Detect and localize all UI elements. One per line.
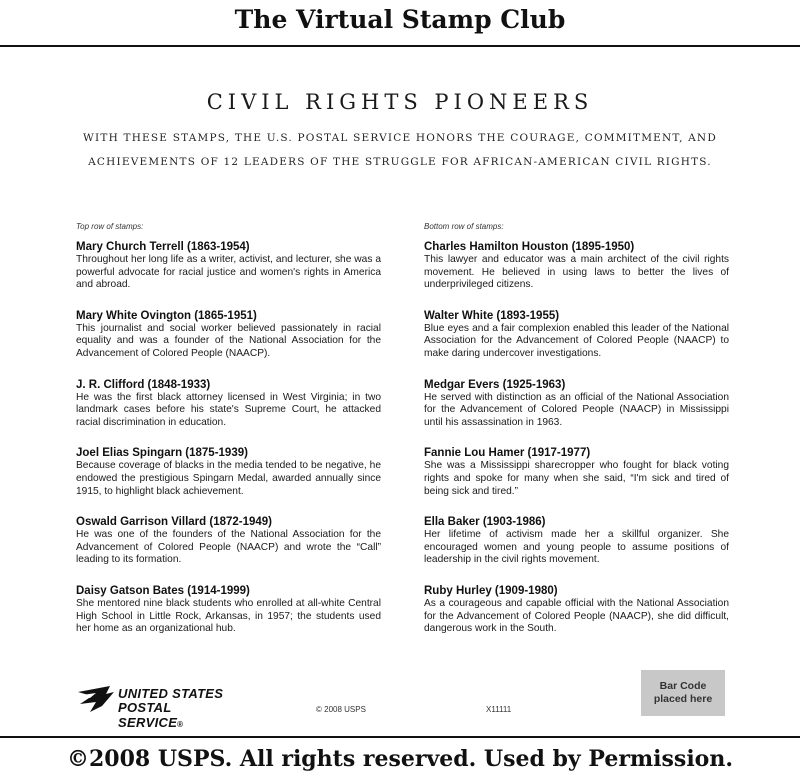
footer-divider xyxy=(0,736,800,738)
usps-name-line1: UNITED STATES xyxy=(118,686,224,701)
pioneer-description: He served with distinction as an official of the National Association for the Advancement of Colored People (NAACP) in Mississippi until his assassination in 1963. xyxy=(424,391,729,428)
eagle-icon xyxy=(76,684,114,714)
pioneer-name: Mary White Ovington (1865-1951) xyxy=(76,309,257,322)
right-column-label: Bottom row of stamps: xyxy=(424,222,504,231)
pioneer-entry xyxy=(424,447,729,498)
barcode-line-2: placed here xyxy=(653,693,713,705)
pioneer-entry xyxy=(76,516,381,567)
pioneer-description: She was a Mississippi sharecropper who fought for black voting rights and spoke for many when she said, “I'm sick and tired of being sick and tired.” xyxy=(424,460,729,497)
pioneer-entry xyxy=(424,585,729,636)
pioneer-entry xyxy=(424,241,729,292)
header-divider xyxy=(0,45,800,47)
pioneer-description: Because coverage of blacks in the media tended to be negative, he endowed the prestigious Spingarn Medal, awarded annually since 1915, to highlight black achievement. xyxy=(76,460,381,497)
pioneer-name: Charles Hamilton Houston (1895-1950) xyxy=(424,241,635,253)
pioneer-description: Throughout her long life as a writer, activist, and lecturer, she was a powerful advocate for racial justice and women's rights in America and abroad. xyxy=(76,254,381,291)
sheet-title: CIVIL RIGHTS PIONEERS xyxy=(206,90,594,114)
subtitle-line-1: WITH THESE STAMPS, THE U.S. POSTAL SERVICE HONORS THE COURAGE, COMMITMENT, AND xyxy=(83,132,717,144)
subtitle-line-2: ACHIEVEMENTS OF 12 LEADERS OF THE STRUGGLE FOR AFRICAN-AMERICAN CIVIL RIGHTS. xyxy=(88,156,712,168)
sheet-code: X11111 xyxy=(486,705,512,714)
usps-name-line2-text: POSTAL SERVICE xyxy=(118,700,178,730)
pioneer-description: She mentored nine black students who enrolled at all-white Central High School in Little Rock, Arkansas, in 1957; the students used her home as an organizational hub. xyxy=(76,597,381,635)
barcode-placeholder xyxy=(641,670,725,716)
pioneer-name: Ruby Hurley (1909-1980) xyxy=(424,584,558,597)
pioneer-entry xyxy=(76,585,381,636)
site-header-title: The Virtual Stamp Club xyxy=(234,5,566,34)
left-column-label: Top row of stamps: xyxy=(76,222,144,231)
pioneer-name: Daisy Gatson Bates (1914-1999) xyxy=(76,584,250,597)
sheet-copyright: © 2008 USPS xyxy=(316,705,366,714)
pioneer-description: This lawyer and educator was a main architect of the civil rights movement. He believed in using laws to better the lives of underprivileged citizens. xyxy=(424,254,729,291)
usps-name-line2 xyxy=(118,700,236,730)
permission-notice: ©2008 USPS. All rights reserved. Used by Permission. xyxy=(66,746,733,772)
barcode-line-1: Bar Code xyxy=(659,680,707,692)
pioneer-description: As a courageous and capable official with the National Association for the Advancement of Colored People (NAACP), she did difficult, dangerous work in the South. xyxy=(424,597,729,635)
usps-logo xyxy=(76,684,236,730)
sheet-subtitle xyxy=(0,126,800,174)
pioneer-name: J. R. Clifford (1848-1933) xyxy=(76,378,211,391)
pioneer-entry xyxy=(424,516,729,567)
pioneer-description: Blue eyes and a fair complexion enabled this leader of the National Association for the Advancement of Colored People (NAACP) to make daring undercover investigations. xyxy=(424,322,729,359)
pioneer-description: This journalist and social worker believed passionately in racial equality and was a founder of the National Association for the Advancement of Colored People (NAACP). xyxy=(76,322,381,359)
left-column xyxy=(76,222,381,654)
pioneer-entry xyxy=(424,310,729,361)
pioneer-entry xyxy=(76,241,381,292)
right-column xyxy=(424,222,729,654)
pioneer-name: Ella Baker (1903-1986) xyxy=(424,516,546,529)
pioneer-description: Her lifetime of activism made her a skillful organizer. She encouraged women and young people to assume positions of leadership in the civil rights movement. xyxy=(424,529,729,566)
pioneer-entry xyxy=(76,447,381,498)
pioneer-entry xyxy=(76,379,381,430)
pioneer-name: Fannie Lou Hamer (1917-1977) xyxy=(424,447,591,460)
pioneer-description: He was one of the founders of the National Association for the Advancement of Colored People (NAACP) and wrote the “Call” leading to its formation. xyxy=(76,529,381,566)
pioneer-name: Mary Church Terrell (1863-1954) xyxy=(76,241,250,253)
pioneer-name: Oswald Garrison Villard (1872-1949) xyxy=(76,516,273,529)
pioneer-name: Joel Elias Spingarn (1875-1939) xyxy=(76,447,248,460)
registered-mark: ® xyxy=(177,720,184,729)
pioneer-entry xyxy=(424,379,729,430)
pioneer-name: Medgar Evers (1925-1963) xyxy=(424,378,566,391)
pioneer-entry xyxy=(76,310,381,361)
pioneer-name: Walter White (1893-1955) xyxy=(424,309,560,322)
pioneer-description: He was the first black attorney licensed in West Virginia; in two landmark cases before his state's Supreme Court, he attacked racial discrimination in education. xyxy=(76,391,381,428)
